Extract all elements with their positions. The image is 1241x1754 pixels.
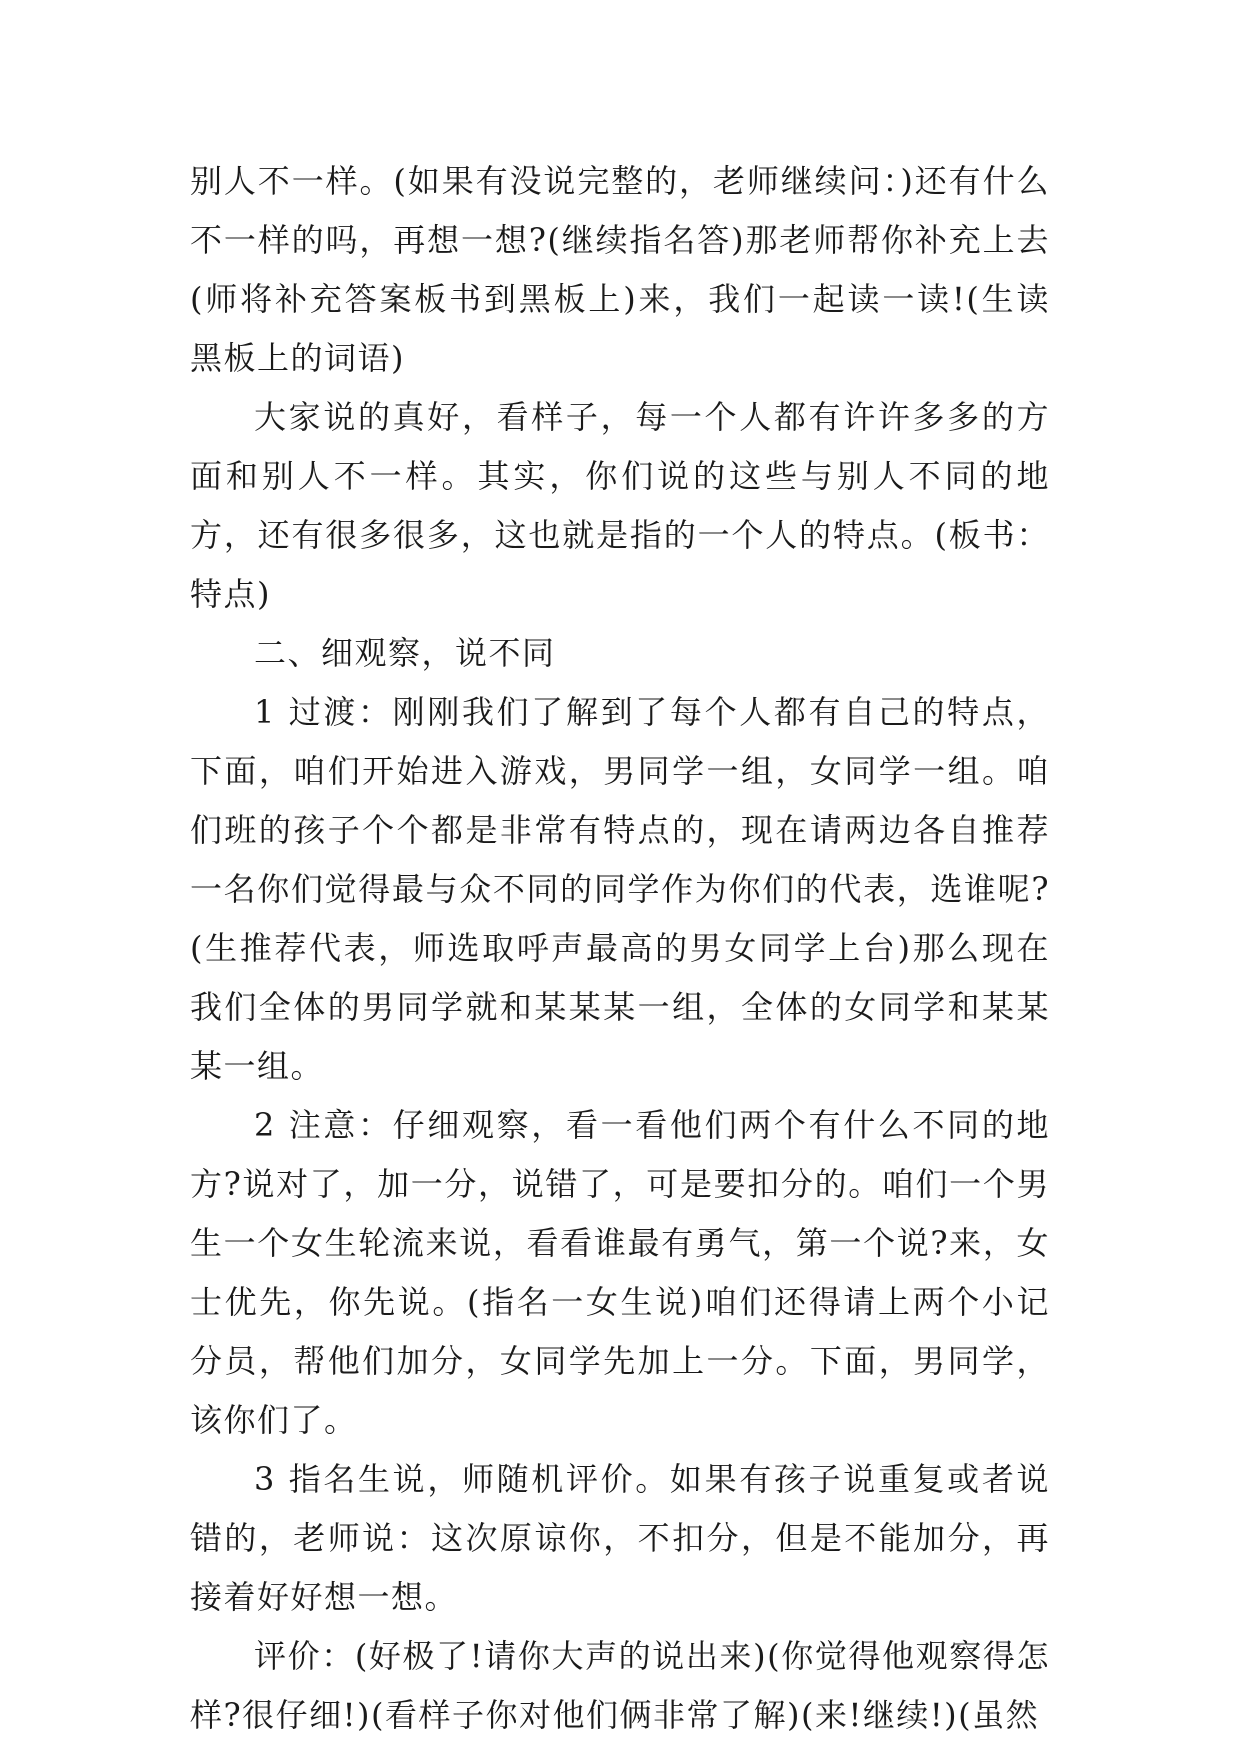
paragraph-step-3: 3 指名生说，师随机评价。如果有孩子说重复或者说错的，老师说：这次原谅你，不扣分，但是不能加分，再接着好好想一想。 <box>190 1460 1050 1616</box>
paragraph-step-2: 2 注意：仔细观察，看一看他们两个有什么不同的地方?说对了，加一分，说错了，可是要扣分的。咱们一个男生一个女生轮流来说，看看谁最有勇气，第一个说?来，女士优先，你先说。(指名一女生说)咱们还得请上两个小记分员，帮他们加分，女同学先加上一分。下面，男同学，该你们了。 <box>190 1106 1050 1439</box>
paragraph-2: 大家说的真好，看样子，每一个人都有许许多多的方面和别人不一样。其实，你们说的这些与别人不同的地方，还有很多很多，这也就是指的一个人的特点。(板书：特点) <box>190 398 1050 613</box>
section-heading: 二、细观察，说不同 <box>254 634 556 672</box>
paragraph-evaluation: 评价：(好极了!请你大声的说出来)(你觉得他观察得怎样?很仔细!)(看样子你对他们俩非常了解)(来!继续!)(虽然 <box>190 1637 1050 1734</box>
paragraph-1: 别人不一样。(如果有没说完整的，老师继续问：)还有什么不一样的吗，再想一想?(继续指名答)那老师帮你补充上去(师将补充答案板书到黑板上)来，我们一起读一读!(生读黑板上的词语) <box>190 162 1050 377</box>
paragraph-step-1: 1 过渡：刚刚我们了解到了每个人都有自己的特点，下面，咱们开始进入游戏，男同学一组，女同学一组。咱们班的孩子个个都是非常有特点的，现在请两边各自推荐一名你们觉得最与众不同的同学作为你们的代表，选谁呢?(生推荐代表，师选取呼声最高的男女同学上台)那么现在我们全体的男同学就和某某某一组，全体的女同学和某某某一组。 <box>190 693 1050 1085</box>
body-text <box>190 152 1050 1745</box>
